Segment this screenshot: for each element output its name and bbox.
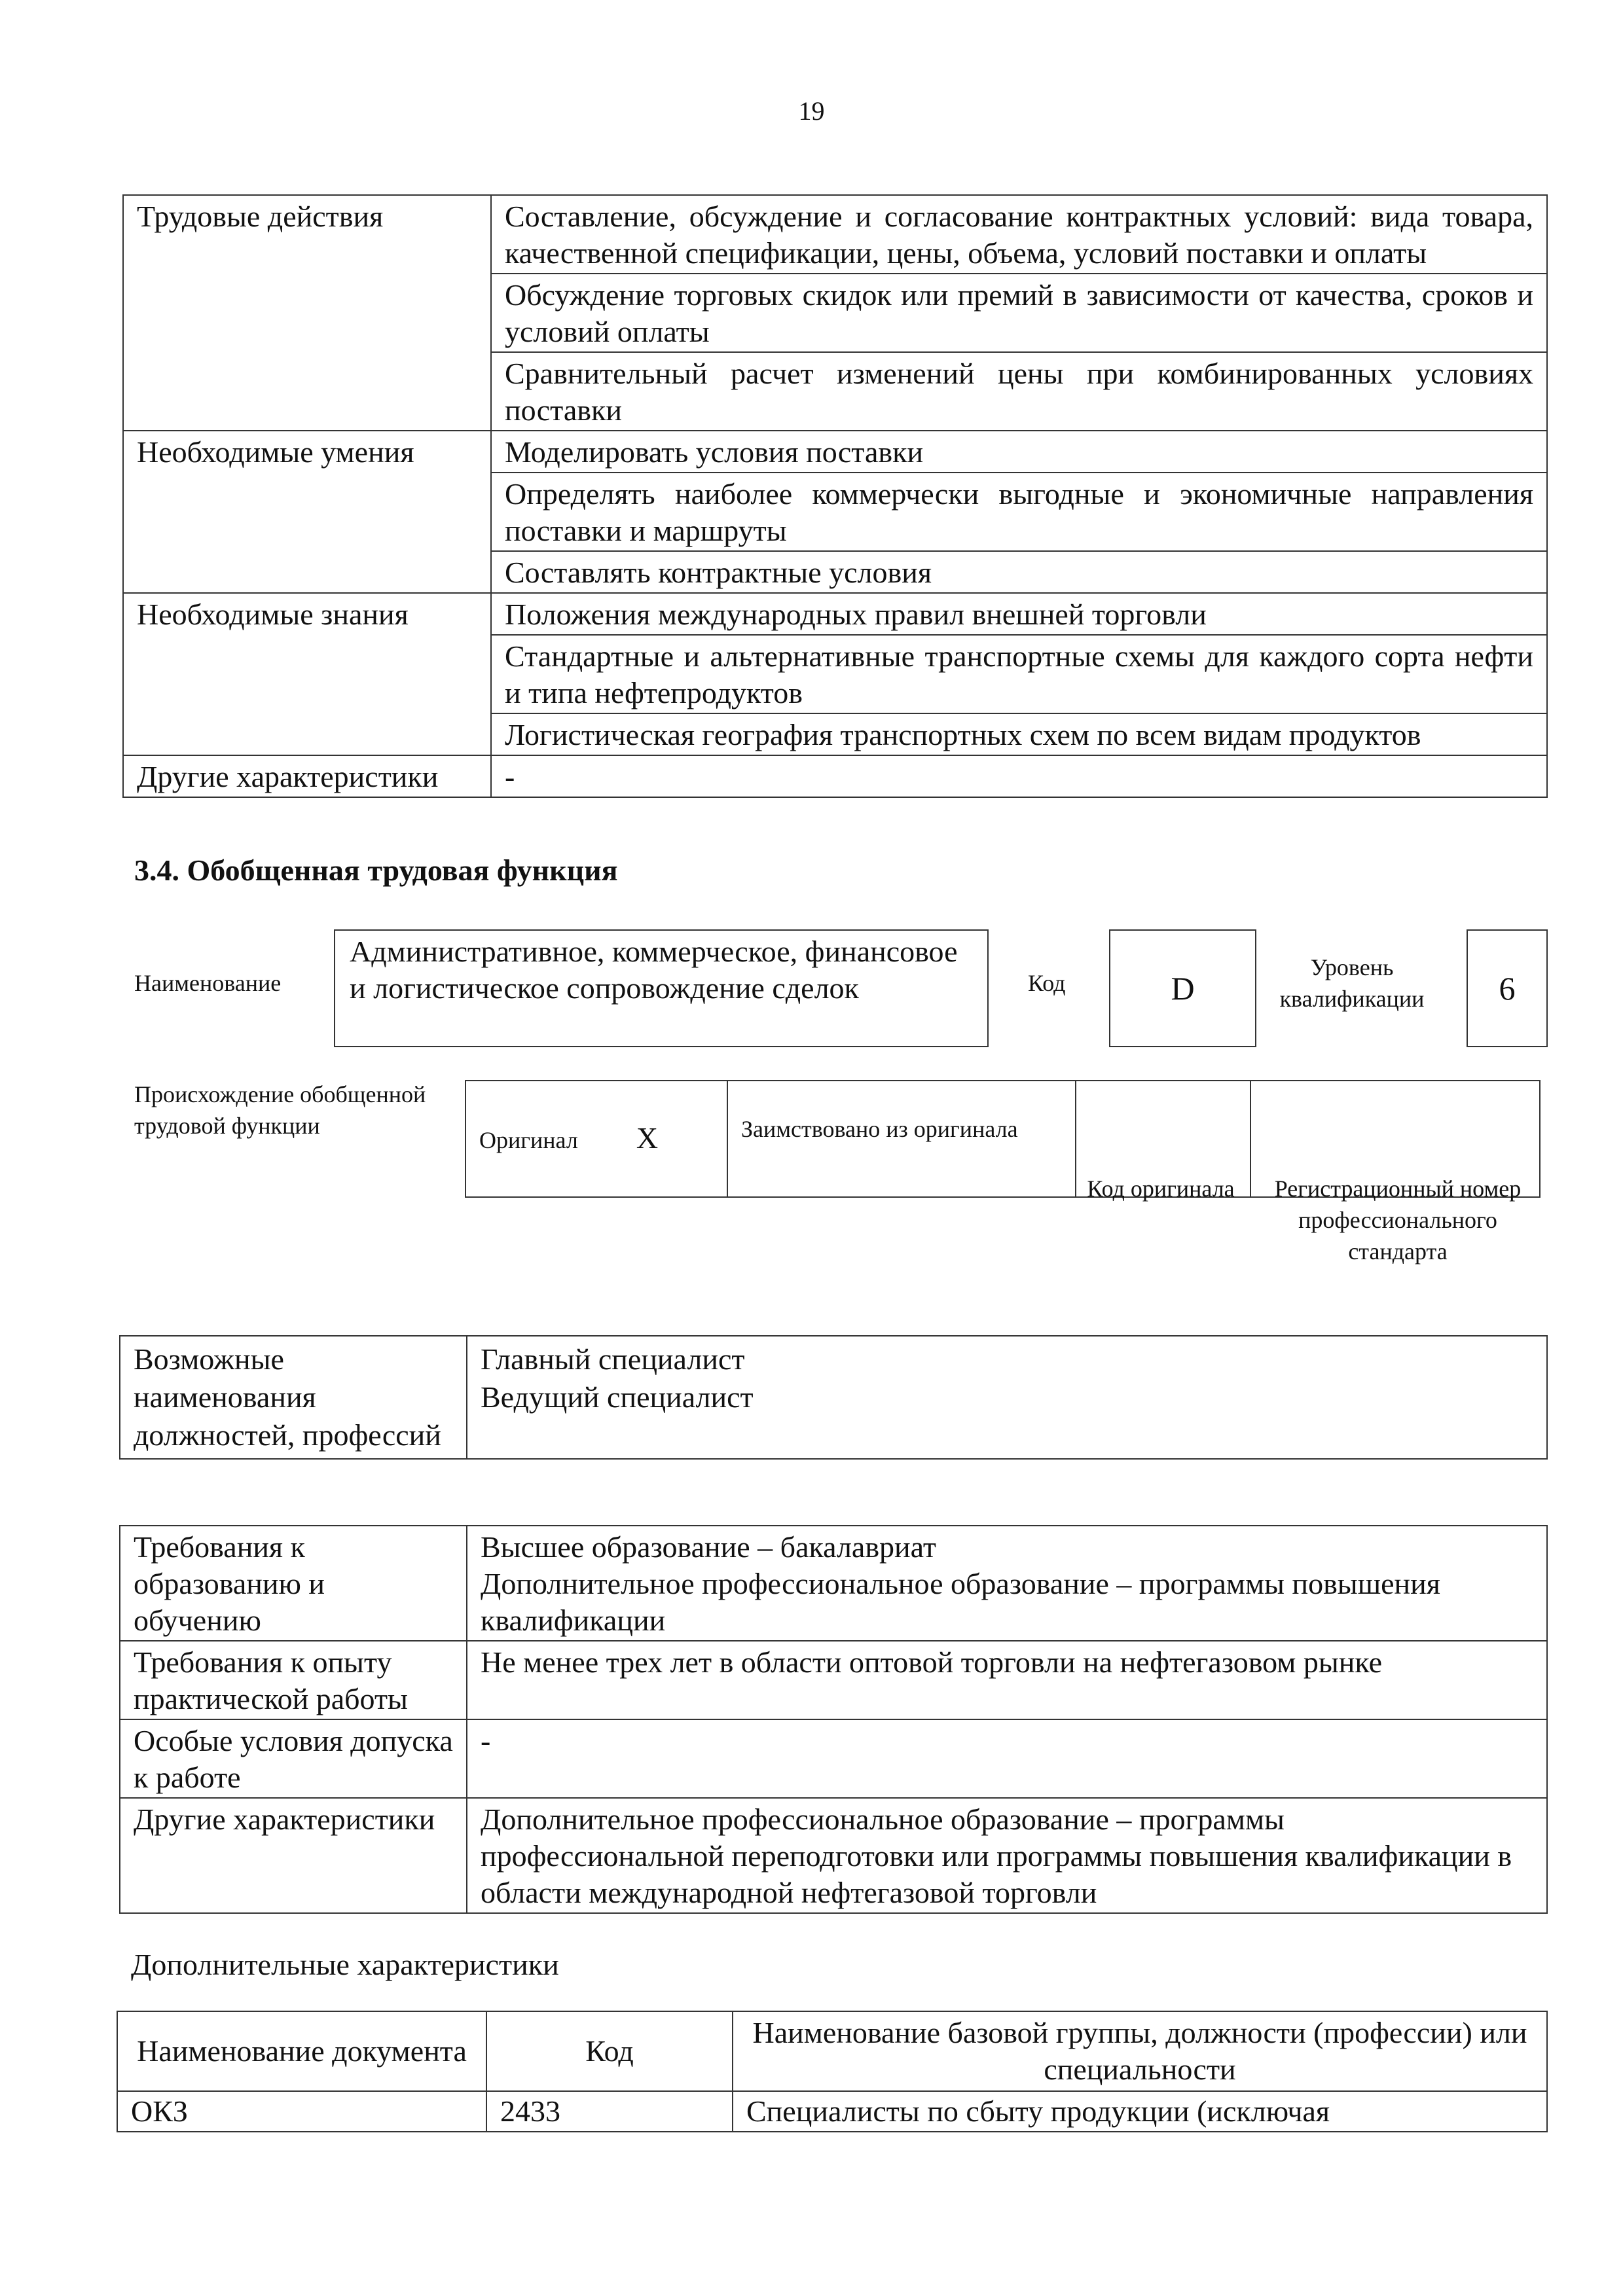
column-header: Наименование документа	[117, 2011, 486, 2091]
experience-value: Не менее трех лет в области оптовой торговли на нефтегазовом рынке	[467, 1641, 1547, 1719]
code-original-label: Код оригинала	[1087, 1175, 1235, 1202]
positions-values	[467, 1336, 1547, 1459]
page-number: 19	[798, 96, 825, 126]
other-characteristics-value: -	[491, 755, 1547, 797]
education-label: Требования к образованию и обучению	[120, 1526, 467, 1641]
labor-action-item: Сравнительный расчет изменений цены при комбинированных условиях поставки	[491, 352, 1547, 431]
education-item: Высшее образование – бакалавриат	[481, 1530, 936, 1564]
column-header: Наименование базовой группы, должности (профессии) или специальности	[733, 2011, 1547, 2091]
column-header: Код	[486, 2011, 733, 2091]
original-cell	[465, 1081, 727, 1197]
knowledge-item: Логистическая география транспортных схем по всем видам продуктов	[491, 713, 1547, 755]
origin-label: Происхождение обобщенной трудовой функции	[134, 1081, 426, 1139]
table-cell: Специалисты по сбыту продукции (исключая	[733, 2091, 1547, 2132]
section-title: 3.4. Обобщенная трудовая функция	[134, 853, 618, 887]
name-label: Наименование	[134, 970, 282, 996]
education-item: Дополнительное профессиональное образование – программы повышения квалификации	[481, 1567, 1440, 1637]
qualification-level-value: 6	[1467, 929, 1548, 1047]
requirements-other-label: Другие характеристики	[120, 1798, 467, 1913]
position-item: Ведущий специалист	[481, 1380, 754, 1414]
labor-function-table	[122, 194, 1548, 798]
code-value: D	[1109, 929, 1256, 1047]
table-cell: 2433	[486, 2091, 733, 2132]
qualification-level-label: Уровень квалификации	[1279, 954, 1425, 1012]
original-mark: X	[636, 1121, 659, 1155]
position-item: Главный специалист	[481, 1342, 745, 1376]
extra-heading: Дополнительные характеристики	[131, 1948, 559, 1981]
name-value: Административное, коммерческое, финансовое и логистическое сопровождение сделок	[334, 929, 989, 1047]
table-cell: ОКЗ	[117, 2091, 486, 2132]
other-characteristics-label: Другие характеристики	[123, 755, 491, 797]
positions-table	[119, 1335, 1548, 1460]
table-row	[117, 2091, 1547, 2132]
knowledge-item: Положения международных правил внешней торговли	[491, 593, 1547, 635]
original-label: Оригинал	[479, 1126, 578, 1153]
labor-actions-label: Трудовые действия	[123, 195, 491, 431]
requirements-other-value: Дополнительное профессиональное образование – программы профессиональной переподготовки или программы повышения квалификации в области международной нефтегазовой торговли	[467, 1798, 1547, 1913]
skills-label: Необходимые умения	[123, 431, 491, 593]
special-conditions-value: -	[467, 1719, 1547, 1798]
labor-action-item: Обсуждение торговых скидок или премий в зависимости от качества, сроков и условий оплаты	[491, 274, 1547, 352]
labor-action-item: Составление, обсуждение и согласование контрактных условий: вида товара, качественной спецификации, цены, объема, условий поставки и оплаты	[491, 195, 1547, 274]
skill-item: Моделировать условия поставки	[491, 431, 1547, 473]
positions-label: Возможные наименования должностей, профессий	[120, 1336, 467, 1459]
knowledge-label: Необходимые знания	[123, 593, 491, 755]
skill-item: Определять наиболее коммерчески выгодные и экономичные направления поставки и маршруты	[491, 473, 1547, 551]
borrowed-label: Заимствовано из оригинала	[727, 1081, 1076, 1197]
extra-characteristics-table	[117, 2011, 1548, 2132]
education-values	[467, 1526, 1547, 1641]
skill-item: Составлять контрактные условия	[491, 551, 1547, 593]
code-label: Код	[1028, 970, 1066, 996]
knowledge-item: Стандартные и альтернативные транспортные схемы для каждого сорта нефти и типа нефтепродуктов	[491, 635, 1547, 713]
experience-label: Требования к опыту практической работы	[120, 1641, 467, 1719]
requirements-table	[119, 1525, 1548, 1914]
reg-number-label: Регистрационный номер профессионального стандарта	[1274, 1175, 1522, 1265]
special-conditions-label: Особые условия допуска к работе	[120, 1719, 467, 1798]
